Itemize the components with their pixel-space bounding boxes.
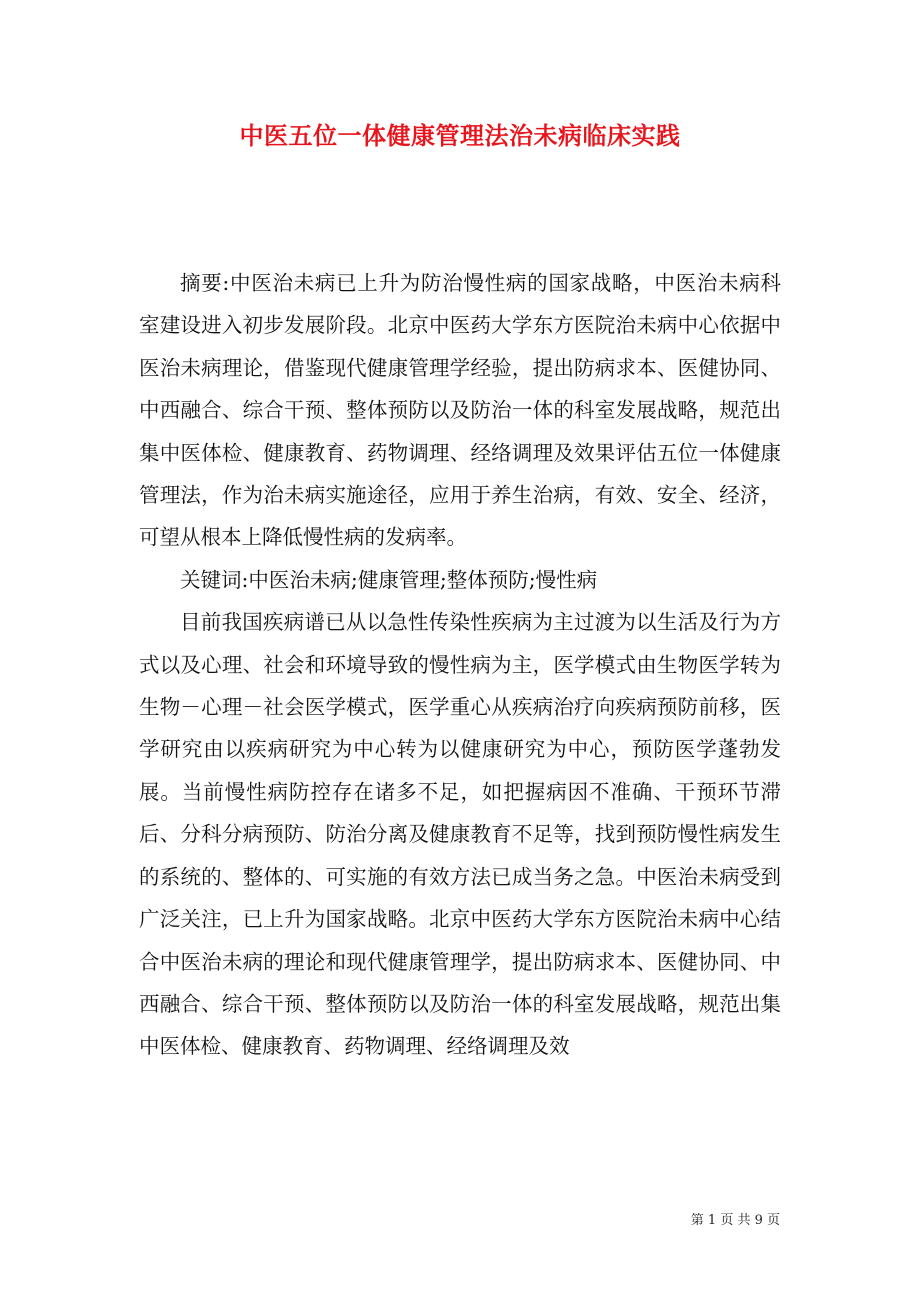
document-title: 中医五位一体健康管理法治未病临床实践 [239, 121, 681, 150]
document-body [139, 262, 781, 1068]
abstract-paragraph: 摘要:中医治未病已上升为防治慢性病的国家战略，中医治未病科室建设进入初步发展阶段。北京中医药大学东方医院治未病中心依据中医治未病理论，借鉴现代健康管理学经验，提出防病求本、医健协同、中西融合、综合干预、整体预防以及防治一体的科室发展战略，规范出集中医体检、健康教育、药物调理、经络调理及效果评估五位一体健康管理法，作为治未病实施途径，应用于养生治病，有效、安全、经济，可望从根本上降低慢性病的发病率。 [139, 271, 781, 550]
keywords-paragraph: 关键词:中医治未病;健康管理;整体预防;慢性病 [180, 567, 598, 592]
page-number-footer: 第 1 页 共 9 页 [690, 1213, 780, 1228]
body-paragraph: 目前我国疾病谱已从以急性传染性疾病为主过渡为以生活及行为方式以及心理、社会和环境导致的慢性病为主，医学模式由生物医学转为生物－心理－社会医学模式，医学重心从疾病治疗向疾病预防前移，医学研究由以疾病研究为中心转为以健康研究为中心，预防医学蓬勃发展。当前慢性病防控存在诸多不足，如把握病因不准确、干预环节滞后、分科分病预防、防治分离及健康教育不足等，找到预防慢性病发生的系统的、整体的、可实施的有效方法已成当务之急。中医治未病受到广泛关注，已上升为国家战略。北京中医药大学东方医院治未病中心结合中医治未病的理论和现代健康管理学，提出防病求本、医健协同、中西融合、综合干预、整体预防以及防治一体的科室发展战略，规范出集中医体检、健康教育、药物调理、经络调理及效 [139, 610, 781, 1059]
